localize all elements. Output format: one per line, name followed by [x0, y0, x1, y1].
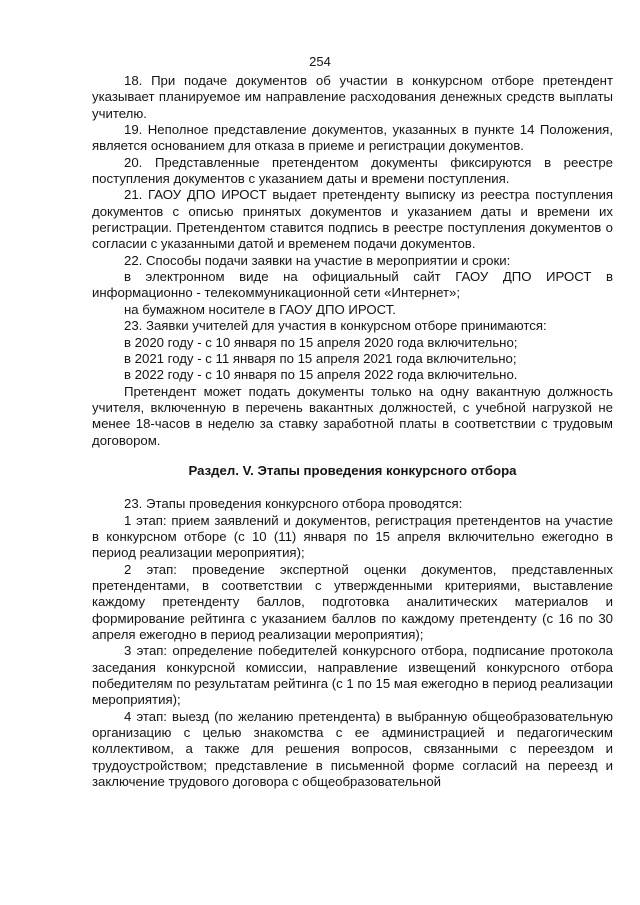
paragraph-23-applications: 23. Заявки учителей для участия в конкурсном отборе принимаются: [124, 318, 547, 334]
paragraph-18: 18. При подаче документов об участии в конкурсном отборе претендент указывает планируемое им направление расходования денежных средств выплаты учителю. [92, 73, 613, 121]
submission-method-paper: на бумажном носителе в ГАОУ ДПО ИРОСТ. [124, 301, 396, 317]
stage-4: 4 этап: выезд (по желанию претендента) в выбранную общеобразовательную организацию с целью знакомства с ее администрацией и педагогическим коллективом, а также для решения вопросов, связанными с переездом и трудоустройством; представление в письменной форме согласий на переезд и заключение трудового договора с общеобразовательной [92, 708, 613, 790]
paragraph-22: 22. Способы подачи заявки на участие в мероприятии и сроки: [124, 252, 511, 268]
submission-method-electronic: в электронном виде на официальный сайт ГАОУ ДПО ИРОСТ в информационно - телекоммуникационной сети «Интернет»; [92, 269, 613, 301]
deadline-2021: в 2021 году - с 11 января по 15 апреля 2021 года включительно; [124, 350, 517, 366]
section-heading: Раздел. V. Этапы проведения конкурсного отбора [188, 462, 517, 478]
deadline-2020: в 2020 году - с 10 января по 15 апреля 2020 года включительно; [124, 334, 518, 350]
paragraph-23-stages: 23. Этапы проведения конкурсного отбора проводятся: [124, 496, 463, 512]
stage-1: 1 этап: прием заявлений и документов, регистрация претендентов на участие в конкурсном отборе (с 10 (11) января по 15 апреля включительно ежегодно в период реализации мероприятия); [92, 512, 613, 561]
deadline-2022: в 2022 году - с 10 января по 15 апреля 2022 года включительно. [124, 367, 518, 383]
paragraph-20: 20. Представленные претендентом документы фиксируются в реестре поступления документов с указанием даты и времени поступления. [92, 154, 613, 187]
paragraph-19: 19. Неполное представление документов, указанных в пункте 14 Положения, является основанием для отказа в приеме и регистрации документов. [92, 122, 613, 154]
stage-3: 3 этап: определение победителей конкурсного отбора, подписание протокола заседания конкурсной комиссии, направление извещений конкурсного отбора победителям по результатам рейтинга (с 1 по 15 мая ежегодно в период реализации мероприятия); [92, 643, 613, 708]
document-body [92, 73, 613, 790]
single-position-note: Претендент может подать документы только на одну вакантную должность учителя, включенную в перечень вакантных должностей, с учебной нагрузкой не менее 18-часов в неделю за ставку заработной платы в соответствии с трудовым договором. [92, 383, 613, 448]
page-number: 254 [309, 54, 331, 69]
paragraph-21: 21. ГАОУ ДПО ИРОСТ выдает претенденту выписку из реестра поступления документов с описью принятых документов и указанием даты и времени их регистрации. Претендентом ставится подпись в реестре поступления документов о согласии с указанными датой и временем подачи документов. [92, 187, 613, 252]
stage-2: 2 этап: проведение экспертной оценки документов, представленных претендентами, в соответствии с утвержденными критериями, выставление каждому претенденту баллов, подготовка аналитических материалов и формирование рейтинга с указанием баллов по каждому претенденту (с 16 по 30 апреля ежегодно в период реализации мероприятия); [92, 561, 613, 642]
